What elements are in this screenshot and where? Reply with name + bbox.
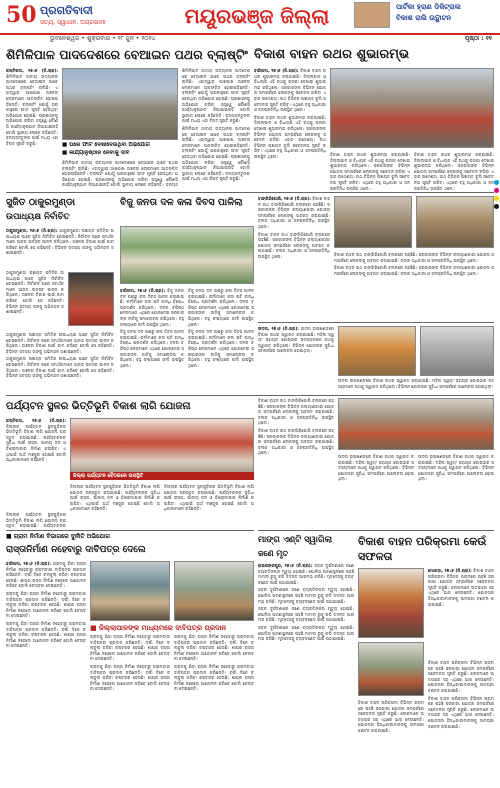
logo-name: ପ୍ରଗତିବାଦୀ	[40, 4, 93, 17]
promo-line-1: ପାର୍ଟିକା ହ୍ରାଣ ଡିଜିଟ୍ରାଲ	[396, 3, 461, 11]
article-text: ଗ୍ରାମକୁ ଯିବା ରାସ୍ତା ନିର୍ମାଣ ନହେବାରୁ ଗ୍ରାମବାସୀ ଦାବିପତ୍ର ପ୍ରଦାନ କରିଛନ୍ତି। ବର୍ଷା ଦିନେ ଚଲାବୁଲା କରିବା କଷ୍ଟକର ହେଉଛି। ଶୀଘ୍ର ରାସ୍ତା ନିର୍ମାଣ ନହେଲେ ଆନ୍ଦୋଳନ କରିବେ ବୋଲି ଚେତାବନୀ ଦେଇଛନ୍ତି।	[174, 634, 254, 662]
bjd-protest-photo	[120, 226, 254, 284]
headline-accident: ମାଙ୍ଗ ଏଣ୍ଟି ସ୍ୱାଗିଲା	[258, 535, 333, 545]
logo-number: 50	[6, 2, 37, 28]
article-text: ବିକାଶ ବାହନ ରଥର ଶୁଭାରମ୍ଭ କରାଯାଇଛି। ଜିଲ୍ଲାପାଳ ଓ ବିଧାୟକ ଏହି ରଥକୁ ପତାକା ଦେଖାଇ ଶୁଭାରମ୍ଭ କରିଥିଲେ। ସରକାରଙ୍କ ବିଭିନ୍ନ ଯୋଜନା ସମ୍ପର୍କରେ ଲୋକଙ୍କୁ ସଚେତନ କରିବା ଏହାର ଉଦ୍ଦେଶ୍ୟ। ରଥ ବିଭିନ୍ନ ପଞ୍ଚାୟତ ବୁଲି ସଚେତନତା ସୃଷ୍ଟି କରିବ। ଏଥିରେ ବହୁ ଅଧିକାରୀ ଓ ଜନପ୍ରତିନିଧି ଉପସ୍ଥିତ ଥିଲେ।	[254, 68, 326, 113]
registration-mark	[494, 188, 499, 193]
blasting-site-photo	[62, 68, 178, 140]
vehicle-rally-photo	[338, 398, 494, 450]
article-text: ଠାକୁରମୁଣ୍ଡା ପଞ୍ଚାୟତ ସମିତିର ଉପାଧ୍ୟକ୍ଷ ଭାବେ ସୁଜିତ ନିର୍ବାଚିତ ହୋଇଛନ୍ତି। ନିର୍ବାଚନ ପରେ ସମର୍ଥକମାନେ ଆନନ୍ଦ ଉତ୍ସବ ପାଳନ କରିଥିଲେ। ଅଞ୍ଚଳର ବିକାଶ ପାଇଁ କାମ କରିବେ ବୋଲି ସେ କହିଛନ୍ତି। ବିଭିନ୍ନ ସଦସ୍ୟ ତାଙ୍କୁ ଅଭିନନ୍ଦନ ଜଣାଇଛନ୍ତି।	[6, 332, 114, 354]
article-tourism-body	[6, 418, 66, 510]
article-tourism-body-3	[164, 484, 254, 528]
headline-sujit-2: ଉପାଧ୍ୟକ୍ଷ ନିର୍ବାଚିତ	[6, 212, 70, 222]
article-text: ବିଜୁ ଜନତା ଦଳ ପକ୍ଷରୁ କଳା ଦିବସ ପାଳନ କରାଯାଇଛି। କର୍ମୀମାନେ କଳା ପଟି ବାନ୍ଧି ବିରୋଧ ପ୍ରଦର୍ଶନ କରିଥିଲେ। ଦଳର ବରିଷ୍ଠ ନେତାମାନେ ଏଥିରେ ଯୋଗଦେଇ ସରକାରଙ୍କ ନୀତିକୁ ସମାଲୋଚନା କରିଥିଲେ। ବହୁ ସଂଖ୍ୟାରେ କର୍ମୀ ଉପସ୍ଥିତ ଥିଲେ।	[120, 329, 184, 368]
article-text: ଗ୍ରାମକୁ ଯିବା ରାସ୍ତା ନିର୍ମାଣ ନହେବାରୁ ଗ୍ରାମବାସୀ ଦାବିପତ୍ର ପ୍ରଦାନ କରିଛନ୍ତି। ବର୍ଷା ଦିନେ ଚଲାବୁଲା କରିବା କଷ୍ଟକର ହେଉଛି। ଶୀଘ୍ର ରାସ୍ତା ନିର୍ମାଣ ନହେଲେ ଆନ୍ଦୋଳନ କରିବେ ବୋଲି ଚେତାବନୀ ଦେଇଛନ୍ତି।	[6, 561, 86, 589]
udala-vehicle-photo	[420, 326, 494, 376]
article-text: ଉଦଳା ଉପଖଣ୍ଡରେ ବିକାଶ ରଥର ସ୍ୱାଗତ କରାଯାଇଛି। ମହିଳା ସ୍ୱୟଂ ସହାୟକ ଗୋଷ୍ଠୀର ସଦସ୍ୟମାନେ ରଥକୁ ସ୍ୱାଗତ କରିଥିଲେ। ବିଭିନ୍ନ ଯୋଜନାର ସୁବିଧା ସମ୍ପର୍କରେ ଆଲୋଚନା ହୋଇଥିଲା।	[418, 454, 494, 482]
article-vehicle-continued-2	[338, 454, 414, 520]
article-text: ଜିଲ୍ଲାର ପର୍ଯ୍ୟଟନ ସ୍ଥଳଗୁଡ଼ିକର ଭିତ୍ତିଭୂମି ବିକାଶ ଲାଗି ଯୋଜନା ପ୍ରସ୍ତୁତ କରାଯାଇଛି। ପର୍ଯ୍ୟଟକଙ୍କ ସୁବିଧା ପାଇଁ ରାସ୍ତା, ପାନୀୟ ଜଳ ଓ ବିଶ୍ରାମାଗାର ନିର୍ମାଣ କରାଯିବ। ଏଥିପାଇଁ ଅର୍ଥ ମଞ୍ଜୁର ହୋଇଛି ବୋଲି ଅଧିକାରୀମାନେ କହିଛନ୍ତି।	[6, 423, 66, 463]
article-banguiriposhi-body-2	[334, 252, 494, 320]
article-udala-body-2	[338, 378, 494, 392]
article-blasting-body-3	[182, 68, 250, 188]
article-vehicle-continued	[258, 398, 334, 520]
dateline: ମୋରଡ଼ା, ୨୭।୬ (ନି.ପ୍ର):	[428, 568, 472, 573]
article-text: ବିକାଶ ବାହନ ପରିକ୍ରମା ବିଭିନ୍ନ ଗ୍ରାମରେ ପହଞ୍ଚି ସରକାରୀ ଯୋଜନା ସମ୍ପର୍କରେ ସଚେତନତା ସୃଷ୍ଟି କରୁଛି। ଲୋକମାନେ ଉତ୍ସାହର ସହ ଏଥିରେ ଭାଗ ନେଉଛନ୍ତି। ଯୋଜନାର ହିତାଧିକାରୀମାନଙ୍କୁ ସାମଗ୍ରୀ ବଣ୍ଟନ କରାଯାଇଛି।	[428, 695, 494, 729]
promo-photo	[354, 2, 390, 28]
dateline: ରାଇରଙ୍ଗପୁର, ୨୭।୬ (ନି.ପ୍ର):	[258, 563, 313, 568]
road-subhead: ■ ଜିଲ୍ଲାପାଳଙ୍କ ମାଧ୍ୟମରେ ଦାବିପତ୍ର ପ୍ରଦାନ	[90, 624, 227, 632]
article-text: ବିକାଶ ବାହନ ରଥ ବାଙ୍ଗିରିପୋଷି ବ୍ଲକରେ ପହଞ୍ଚିଛି। ସରକାରଙ୍କ ବିଭିନ୍ନ କଲ୍ୟାଣକାରୀ ଯୋଜନା ସମ୍ପର୍କରେ ଲୋକଙ୍କୁ ଅବଗତ କରାଯାଇଛି। ବ୍ଲକ ଅଧିକାରୀ ଓ ଜନପ୍ରତିନିଧି ଉପସ୍ଥିତ ଥିଲେ।	[258, 398, 334, 426]
article-text: ବିଜୁ ଜନତା ଦଳ ପକ୍ଷରୁ କଳା ଦିବସ ପାଳନ କରାଯାଇଛି। କର୍ମୀମାନେ କଳା ପଟି ବାନ୍ଧି ବିରୋଧ ପ୍ରଦର୍ଶନ କରିଥିଲେ। ଦଳର ବରିଷ୍ଠ ନେତାମାନେ ଏଥିରେ ଯୋଗଦେଇ ସରକାରଙ୍କ ନୀତିକୁ ସମାଲୋଚନା କରିଥିଲେ। ବହୁ ସଂଖ୍ୟାରେ କର୍ମୀ ଉପସ୍ଥିତ ଥିଲେ।	[188, 288, 254, 327]
article-vehicle-body	[254, 68, 326, 190]
article-text: ବିକାଶ ବାହନ ପରିକ୍ରମା ବିଭିନ୍ନ ଗ୍ରାମରେ ପହଞ୍ଚି ସରକାରୀ ଯୋଜନା ସମ୍ପର୍କରେ ସଚେତନତା ସୃଷ୍ଟି କରୁଛି। ଲୋକମାନେ ଉତ୍ସାହର ସହ ଏଥିରେ ଭାଗ ନେଉଛନ୍ତି। ଯୋଜନାର ହିତାଧିକାରୀମାନଙ୍କୁ ସାମଗ୍ରୀ ବଣ୍ଟନ କରାଯାଇଛି।	[428, 568, 494, 607]
article-text: ବିଜୁ ଜନତା ଦଳ ପକ୍ଷରୁ କଳା ଦିବସ ପାଳନ କରାଯାଇଛି। କର୍ମୀମାନେ କଳା ପଟି ବାନ୍ଧି ବିରୋଧ ପ୍ରଦର୍ଶନ କରିଥିଲେ। ଦଳର ବରିଷ୍ଠ ନେତାମାନେ ଏଥିରେ ଯୋଗଦେଇ ସରକାରଙ୍କ ନୀତିକୁ ସମାଲୋଚନା କରିଥିଲେ। ବହୁ ସଂଖ୍ୟାରେ କର୍ମୀ ଉପସ୍ଥିତ ଥିଲେ।	[120, 288, 184, 327]
article-text: ଉଦଳା ଉପଖଣ୍ଡରେ ବିକାଶ ରଥର ସ୍ୱାଗତ କରାଯାଇଛି। ମହିଳା ସ୍ୱୟଂ ସହାୟକ ଗୋଷ୍ଠୀର ସଦସ୍ୟମାନେ ରଥକୁ ସ୍ୱାଗତ କରିଥିଲେ। ବିଭିନ୍ନ ଯୋଜନାର ସୁବିଧା ସମ୍ପର୍କରେ ଆଲୋଚନା ହୋଇଥିଲା।	[338, 378, 494, 389]
article-vehicle-success-body	[428, 568, 494, 658]
sujit-portrait-photo	[68, 272, 114, 326]
headline-tourism: ପର୍ଯ୍ୟଟନ ସ୍ଥଳର ଭିତ୍ତିଭୂମି ବିକାଶ ଲାଗି ଯୋଜନା	[6, 401, 191, 412]
headline-road: ରାସ୍ତାନିର୍ମାଣ ନହେବାରୁ ଦାବିପତ୍ର ଦେଲେ	[6, 545, 146, 555]
article-text: ବିକାଶ ବାହନ ରଥ ବାଙ୍ଗିରିପୋଷି ବ୍ଲକରେ ପହଞ୍ଚିଛି। ସରକାରଙ୍କ ବିଭିନ୍ନ କଲ୍ୟାଣକାରୀ ଯୋଜନା ସମ୍ପର୍କରେ ଲୋକଙ୍କୁ ଅବଗତ କରାଯାଇଛି। ବ୍ଲକ ଅଧିକାରୀ ଓ ଜନପ୍ରତିନିଧି ଉପସ୍ଥିତ ଥିଲେ।	[334, 252, 494, 263]
headline-bjd: ବିଜୁ ଜନତା ଦଳ କଳା ଦିବସ ପାଳିଲା	[120, 197, 243, 208]
article-blasting-body-2	[62, 160, 178, 188]
article-text: ଉଦଳା ଉପଖଣ୍ଡରେ ବିକାଶ ରଥର ସ୍ୱାଗତ କରାଯାଇଛି। ମହିଳା ସ୍ୱୟଂ ସହାୟକ ଗୋଷ୍ଠୀର ସଦସ୍ୟମାନେ ରଥକୁ ସ୍ୱାଗତ କରିଥିଲେ। ବିଭିନ୍ନ ଯୋଜନାର ସୁବିଧା ସମ୍ପର୍କରେ ଆଲୋଚନା ହୋଇଥିଲା।	[338, 454, 414, 482]
article-vehicle-success-body-3	[428, 660, 494, 779]
article-text: ବିକାଶ ବାହନ ରଥ ବାଙ୍ଗିରିପୋଷି ବ୍ଲକରେ ପହଞ୍ଚିଛି। ସରକାରଙ୍କ ବିଭିନ୍ନ କଲ୍ୟାଣକାରୀ ଯୋଜନା ସମ୍ପର୍କରେ ଲୋକଙ୍କୁ ଅବଗତ କରାଯାଇଛି। ବ୍ଲକ ଅଧିକାରୀ ଓ ଜନପ୍ରତିନିଧି ଉପସ୍ଥିତ ଥିଲେ।	[258, 427, 334, 456]
article-road-body-2	[90, 634, 170, 779]
dateline: ବାରିପଦା, ୨୭।୬ (ନି.ପ୍ର):	[120, 288, 166, 293]
article-text: ବିକାଶ ବାହନ ରଥ ବାଙ୍ଗିରିପୋଷି ବ୍ଲକରେ ପହଞ୍ଚିଛି। ସରକାରଙ୍କ ବିଭିନ୍ନ କଲ୍ୟାଣକାରୀ ଯୋଜନା ସମ୍ପର୍କରେ ଲୋକଙ୍କୁ ଅବଗତ କରାଯାଇଛି। ବ୍ଲକ ଅଧିକାରୀ ଓ ଜନପ୍ରତିନିଧି ଉପସ୍ଥିତ ଥିଲେ।	[258, 231, 330, 259]
article-sujit-body-3	[6, 332, 114, 392]
article-sujit-body-2	[6, 270, 64, 330]
article-text: ବିକାଶ ବାହନ ରଥ ବାଙ୍ଗିରିପୋଷି ବ୍ଲକରେ ପହଞ୍ଚିଛି। ସରକାରଙ୍କ ବିଭିନ୍ନ କଲ୍ୟାଣକାରୀ ଯୋଜନା ସମ୍ପର୍କରେ ଲୋକଙ୍କୁ ଅବଗତ କରାଯାଇଛି। ବ୍ଲକ ଅଧିକାରୀ ଓ ଜନପ୍ରତିନିଧି ଉପସ୍ଥିତ ଥିଲେ।	[334, 265, 494, 276]
article-text: ଗ୍ରାମକୁ ଯିବା ରାସ୍ତା ନିର୍ମାଣ ନହେବାରୁ ଗ୍ରାମବାସୀ ଦାବିପତ୍ର ପ୍ରଦାନ କରିଛନ୍ତି। ବର୍ଷା ଦିନେ ଚଲାବୁଲା କରିବା କଷ୍ଟକର ହେଉଛି। ଶୀଘ୍ର ରାସ୍ତା ନିର୍ମାଣ ନହେଲେ ଆନ୍ଦୋଳନ କରିବେ ବୋଲି ଚେତାବନୀ ଦେଇଛନ୍ତି।	[90, 663, 170, 692]
article-vehicle-body-3	[414, 152, 494, 190]
headline-vehicle-success: ବିକାଶ ବାହନ ପରିକ୍ରମା କେଉଁ ସଫଳତା	[358, 535, 487, 563]
registration-mark	[494, 180, 499, 185]
article-text: ଗ୍ରାମକୁ ଯିବା ରାସ୍ତା ନିର୍ମାଣ ନହେବାରୁ ଗ୍ରାମବାସୀ ଦାବିପତ୍ର ପ୍ରଦାନ କରିଛନ୍ତି। ବର୍ଷା ଦିନେ ଚଲାବୁଲା କରିବା କଷ୍ଟକର ହେଉଛି। ଶୀଘ୍ର ରାସ୍ତା ନିର୍ମାଣ ନହେଲେ ଆନ୍ଦୋଳନ କରିବେ ବୋଲି ଚେତାବନୀ ଦେଇଛନ୍ତି।	[6, 620, 86, 649]
logo-tagline: ସତ୍ୟ, ସ୍ୱାଧୀନ, ଅଗ୍ରଗାମୀ	[40, 19, 106, 26]
promo-box	[354, 2, 494, 28]
article-text: ବିକାଶ ବାହନ ରଥର ଶୁଭାରମ୍ଭ କରାଯାଇଛି। ଜିଲ୍ଲାପାଳ ଓ ବିଧାୟକ ଏହି ରଥକୁ ପତାକା ଦେଖାଇ ଶୁଭାରମ୍ଭ କରିଥିଲେ। ସରକାରଙ୍କ ବିଭିନ୍ନ ଯୋଜନା ସମ୍ପର୍କରେ ଲୋକଙ୍କୁ ସଚେତନ କରିବା ଏହାର ଉଦ୍ଦେଶ୍ୟ। ରଥ ବିଭିନ୍ନ ପଞ୍ଚାୟତ ବୁଲି ସଚେତନତା ସୃଷ୍ଟି କରିବ। ଏଥିରେ ବହୁ ଅଧିକାରୀ ଓ ଜନପ୍ରତିନିଧି ଉପସ୍ଥିତ ଥିଲେ।	[330, 152, 410, 190]
divider	[6, 395, 494, 396]
article-text: ଶିମିଳିପାଳ ଜାତୀୟ ଉଦ୍ୟାନର ପାଦଦେଶରେ ବେଆଇନ ଭାବେ ପଥର ବ୍ଲାଷ୍ଟିଂ ଚାଲିଛି। ଏହାଦ୍ୱାରା ଆଖପାଖ ଅଞ୍ଚଳର ଲୋକମାନେ ଆତଙ୍କିତ ହୋଇପଡ଼ିଛନ୍ତି। ବ୍ଲାଷ୍ଟିଂ ଯୋଗୁଁ ଘରକାନ୍ଥରେ ଫାଟ ସୃଷ୍ଟି ହେଉଥିବା ଅଭିଯୋଗ ହୋଇଛି। ପ୍ରଶାସନକୁ ଅଭିଯୋଗ କରିବା ସତ୍ତ୍ୱେ କୌଣସି କାର୍ଯ୍ୟାନୁଷ୍ଠାନ ନିଆଯାଇନାହିଁ ବୋଲି ସ୍ଥାନୀୟ ଲୋକେ କହିଛନ୍ତି। ବନ୍ୟଜନ୍ତୁଙ୍କ ପାଇଁ ମଧ୍ୟ ଏହା ବିପଦ ସୃଷ୍ଟି କରୁଛି।	[182, 68, 250, 124]
article-tourism-body-4	[6, 512, 66, 528]
article-text: ଗ୍ରାମକୁ ଯିବା ରାସ୍ତା ନିର୍ମାଣ ନହେବାରୁ ଗ୍ରାମବାସୀ ଦାବିପତ୍ର ପ୍ରଦାନ କରିଛନ୍ତି। ବର୍ଷା ଦିନେ ଚଲାବୁଲା କରିବା କଷ୍ଟକର ହେଉଛି। ଶୀଘ୍ର ରାସ୍ତା ନିର୍ମାଣ ନହେଲେ ଆନ୍ଦୋଳନ କରିବେ ବୋଲି ଚେତାବନୀ ଦେଇଛନ୍ତି।	[90, 634, 170, 662]
article-road-body-3	[174, 634, 254, 779]
divider	[6, 192, 494, 193]
article-udala-body	[258, 326, 334, 392]
headline-blasting: ଶିମିଳିପାଳ ପାଦଦେଶରେ ବେଆଇନ ପଥର ବ୍ଲାଷ୍ଟିଂ	[6, 47, 248, 62]
dateline: ବାଙ୍ଗିରିପୋଷି, ୨୭।୬ (ନି.ପ୍ର):	[258, 196, 311, 201]
promo-line-2: ବିକାଶ ରାଲି ଉଦ୍ଘାଟନ	[396, 14, 452, 22]
article-vehicle-body-2	[330, 152, 410, 190]
article-text: ଉଦଳା ଉପଖଣ୍ଡରେ ବିକାଶ ରଥର ସ୍ୱାଗତ କରାଯାଇଛି। ମହିଳା ସ୍ୱୟଂ ସହାୟକ ଗୋଷ୍ଠୀର ସଦସ୍ୟମାନେ ରଥକୁ ସ୍ୱାଗତ କରିଥିଲେ। ବିଭିନ୍ନ ଯୋଜନାର ସୁବିଧା ସମ୍ପର୍କରେ ଆଲୋଚନା ହୋଇଥିଲା।	[258, 326, 334, 354]
masthead	[0, 0, 500, 34]
blasting-bullet-2: ■ କାର୍ଯ୍ୟାନୁଷ୍ଠାନ ନେବାକୁ ଦାବି	[62, 150, 130, 156]
article-text: ଠାକୁରମୁଣ୍ଡା ପଞ୍ଚାୟତ ସମିତିର ଉପାଧ୍ୟକ୍ଷ ଭାବେ ସୁଜିତ ନିର୍ବାଚିତ ହୋଇଛନ୍ତି। ନିର୍ବାଚନ ପରେ ସମର୍ଥକମାନେ ଆନନ୍ଦ ଉତ୍ସବ ପାଳନ କରିଥିଲେ। ଅଞ୍ଚଳର ବିକାଶ ପାଇଁ କାମ କରିବେ ବୋଲି ସେ କହିଛନ୍ତି। ବିଭିନ୍ନ ସଦସ୍ୟ ତାଙ୍କୁ ଅଭିନନ୍ଦନ ଜଣାଇଛନ୍ତି।	[6, 270, 64, 315]
headline-sujit: ସୁଜିତ ଠାକୁରମୁଣ୍ଡା	[6, 197, 76, 208]
article-text: ଠାକୁରମୁଣ୍ଡା ପଞ୍ଚାୟତ ସମିତିର ଉପାଧ୍ୟକ୍ଷ ଭାବେ ସୁଜିତ ନିର୍ବାଚିତ ହୋଇଛନ୍ତି। ନିର୍ବାଚନ ପରେ ସମର୍ଥକମାନେ ଆନନ୍ଦ ଉତ୍ସବ ପାଳନ କରିଥିଲେ। ଅଞ୍ଚଳର ବିକାଶ ପାଇଁ କାମ କରିବେ ବୋଲି ସେ କହିଛନ୍ତି। ବିଭିନ୍ନ ସଦସ୍ୟ ତାଙ୍କୁ ଅଭିନନ୍ଦନ ଜଣାଇଛନ୍ତି।	[6, 228, 114, 256]
banguiriposhi-photo-2	[416, 196, 494, 248]
registration-mark	[494, 204, 499, 209]
vehicle-success-photo-2	[358, 642, 424, 696]
article-text: ବିଜୁ ଜନତା ଦଳ ପକ୍ଷରୁ କଳା ଦିବସ ପାଳନ କରାଯାଇଛି। କର୍ମୀମାନେ କଳା ପଟି ବାନ୍ଧି ବିରୋଧ ପ୍ରଦର୍ଶନ କରିଥିଲେ। ଦଳର ବରିଷ୍ଠ ନେତାମାନେ ଏଥିରେ ଯୋଗଦେଇ ସରକାରଙ୍କ ନୀତିକୁ ସମାଲୋଚନା କରିଥିଲେ। ବହୁ ସଂଖ୍ୟାରେ କର୍ମୀ ଉପସ୍ଥିତ ଥିଲେ।	[188, 329, 254, 368]
article-text: ଶିମିଳିପାଳ ଜାତୀୟ ଉଦ୍ୟାନର ପାଦଦେଶରେ ବେଆଇନ ଭାବେ ପଥର ବ୍ଲାଷ୍ଟିଂ ଚାଲିଛି। ଏହାଦ୍ୱାରା ଆଖପାଖ ଅଞ୍ଚଳର ଲୋକମାନେ ଆତଙ୍କିତ ହୋଇପଡ଼ିଛନ୍ତି। ବ୍ଲାଷ୍ଟିଂ ଯୋଗୁଁ ଘରକାନ୍ଥରେ ଫାଟ ସୃଷ୍ଟି ହେଉଥିବା ଅଭିଯୋଗ ହୋଇଛି। ପ୍ରଶାସନକୁ ଅଭିଯୋଗ କରିବା ସତ୍ତ୍ୱେ କୌଣସି କାର୍ଯ୍ୟାନୁଷ୍ଠାନ ନିଆଯାଇନାହିଁ ବୋଲି ସ୍ଥାନୀୟ ଲୋକେ କହିଛନ୍ତି। ବନ୍ୟଜନ୍ତୁଙ୍କ ପାଇଁ ମଧ୍ୟ ଏହା ବିପଦ ସୃଷ୍ଟି କରୁଛି।	[182, 125, 250, 182]
article-text: ଜିଲ୍ଲାର ପର୍ଯ୍ୟଟନ ସ୍ଥଳଗୁଡ଼ିକର ଭିତ୍ତିଭୂମି ବିକାଶ ଲାଗି ଯୋଜନା ପ୍ରସ୍ତୁତ କରାଯାଇଛି। ପର୍ଯ୍ୟଟକଙ୍କ	[6, 512, 66, 528]
vehicle-launch-photo	[330, 68, 494, 148]
divider	[258, 530, 494, 531]
article-vehicle-continued-3	[418, 454, 494, 520]
article-accident-body	[258, 563, 354, 779]
article-bjd-body-2	[188, 288, 254, 392]
article-text: ସଡ଼କ ଦୁର୍ଘଟଣାରେ ଜଣେ ବ୍ୟକ୍ତିଙ୍କର ମୃତ୍ୟୁ ହୋଇଛି। ପୋଲିସ ଘଟଣାସ୍ଥଳରେ ପହଞ୍ଚି ମାମଲା ରୁଜୁ କରି ତଦନ୍ତ ଆରମ୍ଭ କରିଛି। ମୃତଦେହକୁ ବ୍ୟବଚ୍ଛେଦ ପାଇଁ ପଠାଯାଇଛି।	[258, 563, 354, 585]
dateline: ଠାକୁରମୁଣ୍ଡା, ୨୭।୬ (ନି.ପ୍ର):	[6, 228, 58, 233]
article-banguiriposhi-body	[258, 196, 330, 320]
article-text: ଗ୍ରାମକୁ ଯିବା ରାସ୍ତା ନିର୍ମାଣ ନହେବାରୁ ଗ୍ରାମବାସୀ ଦାବିପତ୍ର ପ୍ରଦାନ କରିଛନ୍ତି। ବର୍ଷା ଦିନେ ଚଲାବୁଲା କରିବା କଷ୍ଟକର ହେଉଛି। ଶୀଘ୍ର ରାସ୍ତା ନିର୍ମାଣ ନହେଲେ ଆନ୍ଦୋଳନ କରିବେ ବୋଲି ଚେତାବନୀ ଦେଇଛନ୍ତି।	[6, 590, 86, 619]
article-text: ସଡ଼କ ଦୁର୍ଘଟଣାରେ ଜଣେ ବ୍ୟକ୍ତିଙ୍କର ମୃତ୍ୟୁ ହୋଇଛି। ପୋଲିସ ଘଟଣାସ୍ଥଳରେ ପହଞ୍ଚି ମାମଲା ରୁଜୁ କରି ତଦନ୍ତ ଆରମ୍ଭ କରିଛି। ମୃତଦେହକୁ ବ୍ୟବଚ୍ଛେଦ ପାଇଁ ପଠାଯାଇଛି।	[258, 587, 354, 604]
article-road-body	[6, 561, 86, 779]
article-text: ଶିମିଳିପାଳ ଜାତୀୟ ଉଦ୍ୟାନର ପାଦଦେଶରେ ବେଆଇନ ଭାବେ ପଥର ବ୍ଲାଷ୍ଟିଂ ଚାଲିଛି। ଏହାଦ୍ୱାରା ଆଖପାଖ ଅଞ୍ଚଳର ଲୋକମାନେ ଆତଙ୍କିତ ହୋଇପଡ଼ିଛନ୍ତି। ବ୍ଲାଷ୍ଟିଂ ଯୋଗୁଁ ଘରକାନ୍ଥରେ ଫାଟ ସୃଷ୍ଟି ହେଉଥିବା ଅଭିଯୋଗ ହୋଇଛି। ପ୍ରଶାସନକୁ ଅଭିଯୋଗ କରିବା ସତ୍ତ୍ୱେ କୌଣସି କାର୍ଯ୍ୟାନୁଷ୍ଠାନ ନିଆଯାଇନାହିଁ ବୋଲି ସ୍ଥାନୀୟ ଲୋକେ କହିଛନ୍ତି। ବନ୍ୟଜନ୍ତୁଙ୍କ ପାଇଁ ମଧ୍ୟ ଏହା ବିପଦ ସୃଷ୍ଟି କରୁଛି।	[6, 73, 58, 146]
headline-accident-2: ଜଣେ ମୃତ	[258, 549, 289, 558]
article-text: ଶିମିଳିପାଳ ଜାତୀୟ ଉଦ୍ୟାନର ପାଦଦେଶରେ ବେଆଇନ ଭାବେ ପଥର ବ୍ଲାଷ୍ଟିଂ ଚାଲିଛି। ଏହାଦ୍ୱାରା ଆଖପାଖ ଅଞ୍ଚଳର ଲୋକମାନେ ଆତଙ୍କିତ ହୋଇପଡ଼ିଛନ୍ତି। ବ୍ଲାଷ୍ଟିଂ ଯୋଗୁଁ ଘରକାନ୍ଥରେ ଫାଟ ସୃଷ୍ଟି ହେଉଥିବା ଅଭିଯୋଗ ହୋଇଛି। ପ୍ରଶାସନକୁ ଅଭିଯୋଗ କରିବା ସତ୍ତ୍ୱେ କୌଣସି କାର୍ଯ୍ୟାନୁଷ୍ଠାନ ନିଆଯାଇନାହିଁ ବୋଲି ସ୍ଥାନୀୟ ଲୋକେ କହିଛନ୍ତି। ବନ୍ୟଜ	[62, 160, 178, 188]
dateline: ବାରିପଦା, ୨୭।୬ (ନି.ପ୍ର):	[6, 561, 51, 566]
article-text: ସଡ଼କ ଦୁର୍ଘଟଣାରେ ଜଣେ ବ୍ୟକ୍ତିଙ୍କର ମୃତ୍ୟୁ ହୋଇଛି। ପୋଲିସ ଘଟଣାସ୍ଥଳରେ ପହଞ୍ଚି ମାମଲା ରୁଜୁ କରି ତଦନ୍ତ ଆରମ୍ଭ କରିଛି। ମୃତଦେହକୁ ବ୍ୟବଚ୍ଛେଦ ପାଇଁ ପଠାଯାଇଛି।	[258, 624, 354, 642]
dateline: କପ୍ତିପଦା, ୨୭।୬ (ନି.ପ୍ର):	[6, 418, 66, 423]
registration-mark	[494, 196, 499, 201]
article-text: ଜିଲ୍ଲାର ପର୍ଯ୍ୟଟନ ସ୍ଥଳଗୁଡ଼ିକର ଭିତ୍ତିଭୂମି ବିକାଶ ଲାଗି ଯୋଜନା ପ୍ରସ୍ତୁତ କରାଯାଇଛି। ପର୍ଯ୍ୟଟକଙ୍କ ସୁବିଧା ପାଇଁ ରାସ୍ତା, ପାନୀୟ ଜଳ ଓ ବିଶ୍ରାମାଗାର ନିର୍ମାଣ କରାଯିବ। ଏଥିପାଇଁ ଅର୍ଥ ମଞ୍ଜୁର ହୋଇଛି ବୋଲି ଅଧିକାରୀମାନେ କହିଛନ୍ତି।	[164, 484, 254, 512]
road-memorandum-photo	[174, 561, 254, 621]
page-number: ପୃଷ୍ଠା : ୧୧	[464, 35, 492, 42]
divider	[258, 322, 494, 323]
dateline-bar	[0, 33, 500, 42]
divider	[6, 530, 254, 531]
article-text: ବିକାଶ ବାହନ ରଥର ଶୁଭାରମ୍ଭ କରାଯାଇଛି। ଜିଲ୍ଲାପାଳ ଓ ବିଧାୟକ ଏହି ରଥକୁ ପତାକା ଦେଖାଇ ଶୁଭାରମ୍ଭ କରିଥିଲେ। ସରକାରଙ୍କ ବିଭିନ୍ନ ଯୋଜନା ସମ୍ପର୍କରେ ଲୋକଙ୍କୁ ସଚେତନ କରିବା ଏହାର ଉଦ୍ଦେଶ୍ୟ। ରଥ ବିଭିନ୍ନ ପଞ୍ଚାୟତ ବୁଲି ସଚେତନତା ସୃଷ୍ଟି କରିବ। ଏଥିରେ ବହୁ ଅଧିକାରୀ ଓ ଜନପ୍ରତିନିଧି ଉପସ୍ଥିତ ଥିଲେ।	[414, 152, 494, 190]
article-text: ଗ୍ରାମକୁ ଯିବା ରାସ୍ତା ନିର୍ମାଣ ନହେବାରୁ ଗ୍ରାମବାସୀ ଦାବିପତ୍ର ପ୍ରଦାନ କରିଛନ୍ତି। ବର୍ଷା ଦିନେ ଚଲାବୁଲା କରିବା କଷ୍ଟକର ହେଉଛି। ଶୀଘ୍ର ରାସ୍ତା ନିର୍ମାଣ ନହେଲେ ଆନ୍ଦୋଳନ କରିବେ ବୋଲି ଚେତାବନୀ ଦେଇଛନ୍ତି।	[174, 663, 254, 692]
headline-vehicle-launch: ବିକାଶ ବାହନ ରଥର ଶୁଭାରମ୍ଭ	[254, 47, 410, 62]
article-text: ଜିଲ୍ଲାର ପର୍ଯ୍ୟଟନ ସ୍ଥଳଗୁଡ଼ିକର ଭିତ୍ତିଭୂମି ବିକାଶ ଲାଗି ଯୋଜନା ପ୍ରସ୍ତୁତ କରାଯାଇଛି। ପର୍ଯ୍ୟଟକଙ୍କ ସୁବିଧା ପାଇଁ ରାସ୍ତା, ପାନୀୟ ଜଳ ଓ ବିଶ୍ରାମାଗାର ନିର୍ମାଣ କରାଯିବ। ଏଥିପାଇଁ ଅର୍ଥ ମଞ୍ଜୁର ହୋଇଛି ବୋଲି ଅଧିକାରୀମାନେ କହିଛନ୍ତି।	[70, 484, 160, 512]
newspaper-logo[interactable]	[6, 2, 156, 30]
tourism-meeting-photo	[70, 418, 254, 480]
article-blasting-body	[6, 68, 58, 188]
article-text: ବିକାଶ ବାହନ ପରିକ୍ରମା ବିଭିନ୍ନ ଗ୍ରାମରେ ପହଞ୍ଚି ସରକାରୀ ଯୋଜନା ସମ୍ପର୍କରେ ସଚେତନତା ସୃଷ୍ଟି କରୁଛି। ଲୋକମାନେ ଉତ୍ସାହର ସହ ଏଥିରେ ଭାଗ ନେଉଛନ୍ତି। ଯୋଜନାର ହିତାଧିକାରୀମାନଙ୍କୁ ସାମଗ୍ରୀ ବଣ୍ଟନ କରାଯାଇଛି।	[358, 700, 424, 733]
article-bjd-body	[120, 288, 184, 392]
dateline: କପ୍ତିପଦା, ୨୭।୬ (ନି.ପ୍ର):	[6, 68, 58, 73]
article-text: ବିକାଶ ବାହନ ରଥର ଶୁଭାରମ୍ଭ କରାଯାଇଛି। ଜିଲ୍ଲାପାଳ ଓ ବିଧାୟକ ଏହି ରଥକୁ ପତାକା ଦେଖାଇ ଶୁଭାରମ୍ଭ କରିଥିଲେ। ସରକାରଙ୍କ ବିଭିନ୍ନ ଯୋଜନା ସମ୍ପର୍କରେ ଲୋକଙ୍କୁ ସଚେତନ କରିବା ଏହାର ଉଦ୍ଦେଶ୍ୟ। ରଥ ବିଭିନ୍ନ ପଞ୍ଚାୟତ ବୁଲି ସଚେତନତା ସୃଷ୍ଟି କରିବ। ଏଥିରେ ବହୁ ଅଧିକାରୀ ଓ ଜନପ୍ରତିନିଧି ଉପସ୍ଥିତ ଥିଲେ।	[254, 114, 326, 159]
road-kicker: ■ ଗ୍ରାମ ନିର୍ମାଣ ବିଭାଗରେ ଦୁର୍ନୀତି ଅଭିଯୋଗ	[6, 533, 110, 540]
udala-photo	[338, 326, 416, 376]
article-vehicle-success-body-2	[358, 700, 424, 779]
banguiriposhi-photo	[334, 196, 412, 248]
dateline: ବାରିପଦା, ୨୭।୬ (ନି.ପ୍ର):	[254, 68, 299, 73]
article-text: ଠାକୁରମୁଣ୍ଡା ପଞ୍ଚାୟତ ସମିତିର ଉପାଧ୍ୟକ୍ଷ ଭାବେ ସୁଜିତ ନିର୍ବାଚିତ ହୋଇଛନ୍ତି। ନିର୍ବାଚନ ପରେ ସମର୍ଥକମାନେ ଆନନ୍ଦ ଉତ୍ସବ ପାଳନ କରିଥିଲେ। ଅଞ୍ଚଳର ବିକାଶ ପାଇଁ କାମ କରିବେ ବୋଲି ସେ କହିଛନ୍ତି। ବିଭିନ୍ନ ସଦସ୍ୟ ତାଙ୍କୁ ଅଭିନନ୍ଦନ ଜଣାଇଛନ୍ତି।	[6, 356, 114, 379]
article-text: ବିକାଶ ବାହନ ପରିକ୍ରମା ବିଭିନ୍ନ ଗ୍ରାମରେ ପହଞ୍ଚି ସରକାରୀ ଯୋଜନା ସମ୍ପର୍କରେ ସଚେତନତା ସୃଷ୍ଟି କରୁଛି। ଲୋକମାନେ ଉତ୍ସାହର ସହ ଏଥିରେ ଭାଗ ନେଉଛନ୍ତି। ଯୋଜନାର ହିତାଧିକାରୀମାନଙ୍କୁ ସାମଗ୍ରୀ ବଣ୍ଟନ କରାଯାଇଛି।	[428, 660, 494, 693]
dateline: ଉଦଳା, ୨୭।୬ (ନି.ପ୍ର):	[258, 326, 299, 331]
article-sujit-body	[6, 228, 114, 268]
article-text: ସଡ଼କ ଦୁର୍ଘଟଣାରେ ଜଣେ ବ୍ୟକ୍ତିଙ୍କର ମୃତ୍ୟୁ ହୋଇଛି। ପୋଲିସ ଘଟଣାସ୍ଥଳରେ ପହଞ୍ଚି ମାମଲା ରୁଜୁ କରି ତଦନ୍ତ ଆରମ୍ଭ କରିଛି। ମୃତଦେହକୁ ବ୍ୟବଚ୍ଛେଦ ପାଇଁ ପଠାଯାଇଛି।	[258, 606, 354, 623]
district-title: ମୟୂରଭଞ୍ଜ ଜିଲ୍ଲା	[184, 4, 330, 28]
blasting-bullet-1: ■ ଘରେ ଫାଟ ଦେଖାଦେଉଥିବା ଅଭିଯୋଗ	[62, 142, 150, 148]
article-tourism-body-2	[70, 484, 160, 528]
issue-date: ଭୁବନେଶ୍ୱର • ଶୁକ୍ରବାର • ୨୮ ଜୁନ • ୨୦୨୪	[50, 35, 156, 42]
article-text: ବିକାଶ ବାହନ ରଥ ବାଙ୍ଗିରିପୋଷି ବ୍ଲକରେ ପହଞ୍ଚିଛି। ସରକାରଙ୍କ ବିଭିନ୍ନ କଲ୍ୟାଣକାରୀ ଯୋଜନା ସମ୍ପର୍କରେ ଲୋକଙ୍କୁ ଅବଗତ କରାଯାଇଛି। ବ୍ଲକ ଅଧିକାରୀ ଓ ଜନପ୍ରତିନିଧି ଉପସ୍ଥିତ ଥିଲେ।	[258, 196, 330, 229]
road-villagers-photo	[90, 561, 170, 621]
tourism-photo-caption: ଜିଲ୍ଲା ପର୍ଯ୍ୟଟନ ବୈଠକରେ ଉପସ୍ଥିତି	[70, 472, 254, 480]
vehicle-success-photo	[358, 568, 424, 638]
